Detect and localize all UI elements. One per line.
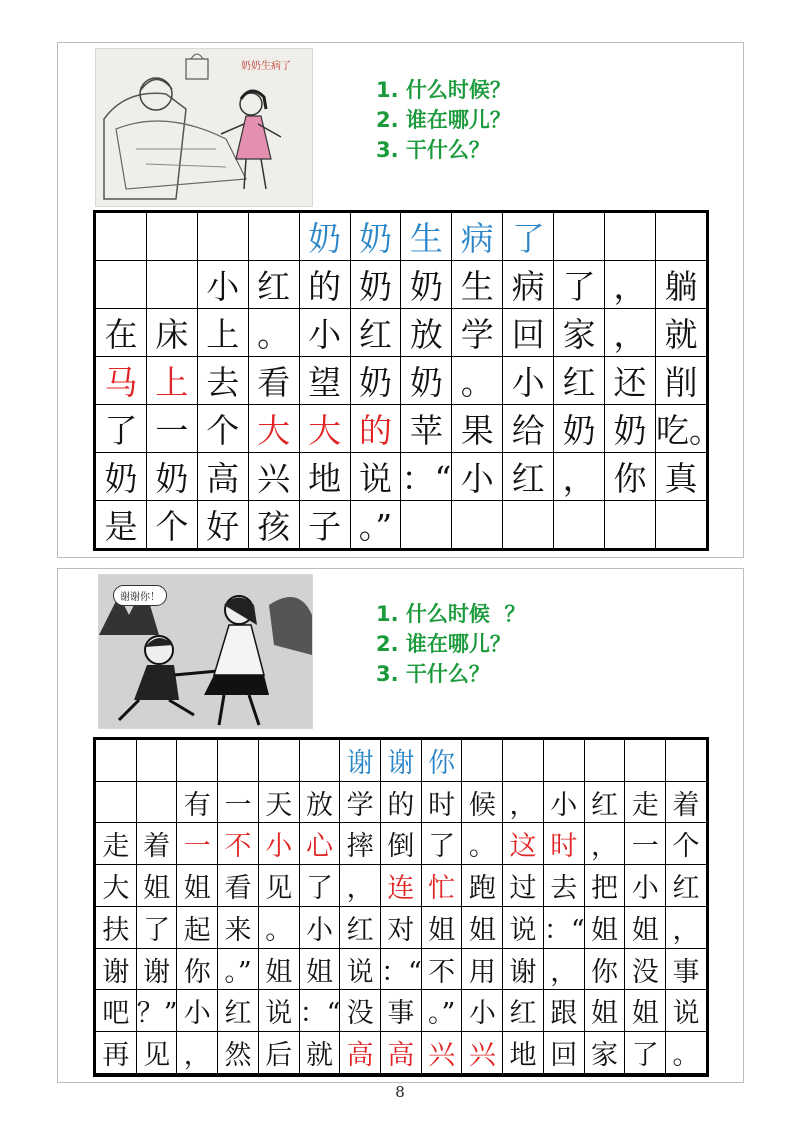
grid-cell: 了 <box>503 213 554 261</box>
question-who-where: 2. 谁在哪儿？ <box>376 108 511 132</box>
grid-cell: 红 <box>248 261 299 309</box>
grid-cell: 奶 <box>350 213 401 261</box>
grid-row <box>96 865 707 907</box>
writing-grid-1 <box>93 210 722 551</box>
grid-cell: 奶 <box>401 261 452 309</box>
grid-cell <box>452 501 503 549</box>
grid-cell: 地 <box>299 453 350 501</box>
grid-cell <box>421 1073 462 1074</box>
grid-cell: 学 <box>340 781 381 823</box>
grid-cell <box>381 1073 422 1074</box>
grid-cell: 姐 <box>177 865 218 907</box>
grid-cell: 吃。 <box>655 405 706 453</box>
grid-cell: 时 <box>421 781 462 823</box>
grid-row <box>96 261 707 309</box>
grid-cell: 事 <box>381 990 422 1032</box>
grid-cell: 姐 <box>625 906 666 948</box>
grid-cell: 看 <box>218 865 259 907</box>
grid-cell: 说 <box>258 990 299 1032</box>
grid-cell: 事 <box>666 948 707 990</box>
grid-cell <box>666 740 707 782</box>
grid-cell: 苹 <box>401 405 452 453</box>
grid-row <box>96 213 707 261</box>
grid-cell <box>340 1073 381 1074</box>
guide-questions-2 <box>376 599 526 689</box>
grid-cell: 一 <box>146 405 197 453</box>
illustration-grandma-sick <box>95 48 313 207</box>
illustration-thank-you <box>98 574 313 729</box>
grid-cell: 兴 <box>248 453 299 501</box>
grid-cell: 后 <box>258 1032 299 1074</box>
grid-cell: 去 <box>197 357 248 405</box>
grid-cell: ， <box>666 906 707 948</box>
grid-cell: 候 <box>462 781 503 823</box>
question-when-2: 1. 什么时候 ？ <box>376 602 526 626</box>
grid-cell: 是 <box>96 501 147 549</box>
grid-cell: 倒 <box>381 823 422 865</box>
grid-cell <box>462 740 503 782</box>
grid-cell: 走 <box>96 823 137 865</box>
grid-cell: 。” <box>421 990 462 1032</box>
grid-cell: 床 <box>146 309 197 357</box>
grid-cell: 天 <box>258 781 299 823</box>
grid-cell <box>96 740 137 782</box>
grid-cell: 把 <box>584 865 625 907</box>
grid-cell: 就 <box>655 309 706 357</box>
grid-cell: 姐 <box>299 948 340 990</box>
grid-cell <box>584 1073 625 1074</box>
grid-cell: 高 <box>340 1032 381 1074</box>
question-what-2: 3. 干什么？ <box>376 662 490 686</box>
grid-cell: ， <box>605 309 656 357</box>
grid-cell: 家 <box>584 1032 625 1074</box>
grid-cell: ， <box>605 261 656 309</box>
question-when: 1. 什么时候？ <box>376 78 511 102</box>
grid-row <box>96 990 707 1032</box>
grid-cell: 了 <box>96 405 147 453</box>
grid-cell: 一 <box>218 781 259 823</box>
grid-cell: 孩 <box>248 501 299 549</box>
grid-cell: 了 <box>554 261 605 309</box>
grid-cell <box>136 781 177 823</box>
grid-cell: 小 <box>452 453 503 501</box>
grid-cell: 红 <box>503 453 554 501</box>
grid-cell: 。” <box>350 501 401 549</box>
grid-cell: 说 <box>350 453 401 501</box>
grid-cell <box>258 1073 299 1074</box>
grid-cell <box>299 1073 340 1074</box>
grid-cell: 去 <box>543 865 584 907</box>
grid-cell <box>96 213 147 261</box>
grid-cell: 吧 <box>96 990 137 1032</box>
grid-cell: 姐 <box>584 906 625 948</box>
grid-cell <box>554 213 605 261</box>
grid-cell: 忙 <box>421 865 462 907</box>
grid-cell: 这 <box>503 823 544 865</box>
grid-cell <box>605 213 656 261</box>
grid-cell: 上 <box>197 309 248 357</box>
writing-grid-2 <box>93 737 709 1077</box>
grid-cell: ？” <box>136 990 177 1032</box>
grid-cell: 跑 <box>462 865 503 907</box>
grid-cell <box>146 261 197 309</box>
grid-row <box>96 405 707 453</box>
grid-cell: 不 <box>218 823 259 865</box>
grid-cell: 连 <box>381 865 422 907</box>
grid-cell: 。 <box>462 823 503 865</box>
grid-cell: 。 <box>258 906 299 948</box>
grid-cell: 红 <box>218 990 259 1032</box>
story-panel-2 <box>57 568 744 1083</box>
grid-cell: 奶 <box>350 357 401 405</box>
grid-cell: 小 <box>177 990 218 1032</box>
grid-cell: ， <box>503 781 544 823</box>
grid-cell <box>96 1073 137 1074</box>
grid-cell: 。 <box>452 357 503 405</box>
grid-cell <box>146 213 197 261</box>
grid-cell <box>625 740 666 782</box>
grid-cell: ， <box>543 948 584 990</box>
grid-cell <box>96 261 147 309</box>
grid-cell: 奶 <box>554 405 605 453</box>
grid-cell: 你 <box>177 948 218 990</box>
grid-row <box>96 1073 707 1074</box>
grid-cell: 起 <box>177 906 218 948</box>
grid-cell: 过 <box>503 865 544 907</box>
grid-cell: 红 <box>666 865 707 907</box>
grid-cell: 削 <box>655 357 706 405</box>
grid-cell: 兴 <box>421 1032 462 1074</box>
grid-cell <box>503 740 544 782</box>
grid-cell <box>218 740 259 782</box>
grid-cell: 小 <box>625 865 666 907</box>
grid-cell <box>177 1073 218 1074</box>
grid-cell: 时 <box>543 823 584 865</box>
grid-row <box>96 1032 707 1074</box>
grid-cell: 。” <box>218 948 259 990</box>
grid-cell: ：“ <box>299 990 340 1032</box>
question-what: 3. 干什么？ <box>376 138 490 162</box>
grid-cell: 子 <box>299 501 350 549</box>
grid-cell <box>554 501 605 549</box>
grid-cell: 小 <box>462 990 503 1032</box>
grid-cell: 谢 <box>136 948 177 990</box>
grid-cell: 就 <box>299 1032 340 1074</box>
grid-cell: 放 <box>299 781 340 823</box>
grid-cell <box>625 1073 666 1074</box>
grid-cell: 谢 <box>503 948 544 990</box>
grid-cell: 奶 <box>401 357 452 405</box>
grid-cell <box>655 213 706 261</box>
grid-cell <box>503 501 554 549</box>
grid-cell: 红 <box>350 309 401 357</box>
grid-cell: 生 <box>452 261 503 309</box>
grid-cell <box>218 1073 259 1074</box>
grid-cell: 奶 <box>146 453 197 501</box>
grid-cell: 见 <box>258 865 299 907</box>
grid-cell: 个 <box>146 501 197 549</box>
grid-cell: 奶 <box>605 405 656 453</box>
grid-cell: 了 <box>421 823 462 865</box>
grid-cell: ：“ <box>401 453 452 501</box>
grid-row <box>96 357 707 405</box>
grid-cell: ， <box>340 865 381 907</box>
grid-cell: 小 <box>197 261 248 309</box>
grid-cell: 真 <box>655 453 706 501</box>
grid-cell: 红 <box>554 357 605 405</box>
grid-cell <box>584 740 625 782</box>
grid-cell: 好 <box>197 501 248 549</box>
grid-cell: ， <box>177 1032 218 1074</box>
grid-cell: 奶 <box>350 261 401 309</box>
grid-cell <box>197 213 248 261</box>
grid-cell: 大 <box>248 405 299 453</box>
grid-cell: 没 <box>340 990 381 1032</box>
grid-cell: 大 <box>96 865 137 907</box>
grid-cell: 跟 <box>543 990 584 1032</box>
grid-cell: 来 <box>218 906 259 948</box>
grid-cell: ， <box>554 453 605 501</box>
grid-cell: 回 <box>503 309 554 357</box>
grid-cell: 姐 <box>462 906 503 948</box>
grid-cell: 个 <box>197 405 248 453</box>
grid-cell: 了 <box>136 906 177 948</box>
grandma-bed-drawing <box>96 49 312 206</box>
grid-cell: 不 <box>421 948 462 990</box>
grid-cell: 然 <box>218 1032 259 1074</box>
grid-cell: 地 <box>503 1032 544 1074</box>
grid-cell: 放 <box>401 309 452 357</box>
grid-cell: 上 <box>146 357 197 405</box>
grid-cell: 了 <box>625 1032 666 1074</box>
grid-cell: 兴 <box>462 1032 503 1074</box>
grid-cell: 姐 <box>421 906 462 948</box>
grid-cell: 给 <box>503 405 554 453</box>
grid-cell: 马 <box>96 357 147 405</box>
grid-cell: 高 <box>381 1032 422 1074</box>
grid-cell: ：“ <box>543 906 584 948</box>
grid-cell <box>299 740 340 782</box>
grid-cell <box>96 781 137 823</box>
grid-cell: 摔 <box>340 823 381 865</box>
grid-cell: ：“ <box>381 948 422 990</box>
grid-cell <box>462 1073 503 1074</box>
grid-cell: 的 <box>381 781 422 823</box>
grid-cell: 见 <box>136 1032 177 1074</box>
grid-cell: 学 <box>452 309 503 357</box>
grid-cell <box>258 740 299 782</box>
question-who-where-2: 2. 谁在哪儿？ <box>376 632 511 656</box>
grid-cell: 回 <box>543 1032 584 1074</box>
grid-row <box>96 740 707 782</box>
grid-cell: 小 <box>299 906 340 948</box>
grid-cell <box>136 740 177 782</box>
grid-cell: 说 <box>340 948 381 990</box>
page-number: 8 <box>395 1083 405 1101</box>
grid-cell <box>666 1073 707 1074</box>
grid-cell: 一 <box>625 823 666 865</box>
grid-cell: 病 <box>452 213 503 261</box>
grid-cell: 再 <box>96 1032 137 1074</box>
grid-cell: 家 <box>554 309 605 357</box>
grid-cell <box>543 1073 584 1074</box>
grid-cell: 生 <box>401 213 452 261</box>
grid-cell <box>605 501 656 549</box>
grid-cell: 大 <box>299 405 350 453</box>
grid-cell: 谢 <box>96 948 137 990</box>
grid-cell: 个 <box>666 823 707 865</box>
grid-cell: 扶 <box>96 906 137 948</box>
story-panel-1 <box>57 42 744 558</box>
speech-bubble: 谢谢你！ <box>113 585 167 606</box>
grid-cell: 一 <box>177 823 218 865</box>
grid-row <box>96 781 707 823</box>
grid-cell: 你 <box>605 453 656 501</box>
grid-cell: 。 <box>248 309 299 357</box>
grid-cell: 着 <box>136 823 177 865</box>
grid-cell: 你 <box>584 948 625 990</box>
grid-cell: 说 <box>666 990 707 1032</box>
grid-row <box>96 453 707 501</box>
grid-cell: 说 <box>503 906 544 948</box>
grid-cell: 在 <box>96 309 147 357</box>
grid-cell: 谢 <box>381 740 422 782</box>
grid-row <box>96 948 707 990</box>
grid-cell: 有 <box>177 781 218 823</box>
grid-cell: 姐 <box>625 990 666 1032</box>
grid-cell: 心 <box>299 823 340 865</box>
grid-cell: 的 <box>350 405 401 453</box>
grid-cell <box>401 501 452 549</box>
grid-cell: 奶 <box>96 453 147 501</box>
grid-cell: 小 <box>503 357 554 405</box>
grid-cell: 奶 <box>299 213 350 261</box>
grid-cell: 姐 <box>136 865 177 907</box>
grid-cell: 红 <box>340 906 381 948</box>
grid-cell <box>655 501 706 549</box>
grid-cell: 病 <box>503 261 554 309</box>
grid-cell <box>136 1073 177 1074</box>
grid-cell: 用 <box>462 948 503 990</box>
grid-cell: 对 <box>381 906 422 948</box>
grid-row <box>96 823 707 865</box>
illustration-caption: 奶奶生病了 <box>241 61 291 72</box>
grid-cell <box>177 740 218 782</box>
grid-cell: 红 <box>584 781 625 823</box>
grid-row <box>96 906 707 948</box>
grid-cell: ， <box>584 823 625 865</box>
grid-cell: 看 <box>248 357 299 405</box>
grid-cell: 没 <box>625 948 666 990</box>
grid-cell: 望 <box>299 357 350 405</box>
grid-cell: 果 <box>452 405 503 453</box>
grid-row <box>96 501 707 549</box>
grid-cell <box>248 213 299 261</box>
grid-cell: 红 <box>503 990 544 1032</box>
grid-cell: 。 <box>666 1032 707 1074</box>
grid-cell: 了 <box>299 865 340 907</box>
grid-cell: 的 <box>299 261 350 309</box>
grid-cell <box>503 1073 544 1074</box>
grid-cell: 小 <box>258 823 299 865</box>
grid-cell: 小 <box>543 781 584 823</box>
grid-cell: 躺 <box>655 261 706 309</box>
grid-cell: 小 <box>299 309 350 357</box>
grid-cell: 姐 <box>584 990 625 1032</box>
grid-cell <box>543 740 584 782</box>
guide-questions <box>376 75 511 165</box>
grid-cell: 走 <box>625 781 666 823</box>
grid-cell: 谢 <box>340 740 381 782</box>
grid-cell: 着 <box>666 781 707 823</box>
grid-cell: 姐 <box>258 948 299 990</box>
grid-row <box>96 309 707 357</box>
grid-cell: 还 <box>605 357 656 405</box>
grid-cell: 高 <box>197 453 248 501</box>
grid-cell: 你 <box>421 740 462 782</box>
